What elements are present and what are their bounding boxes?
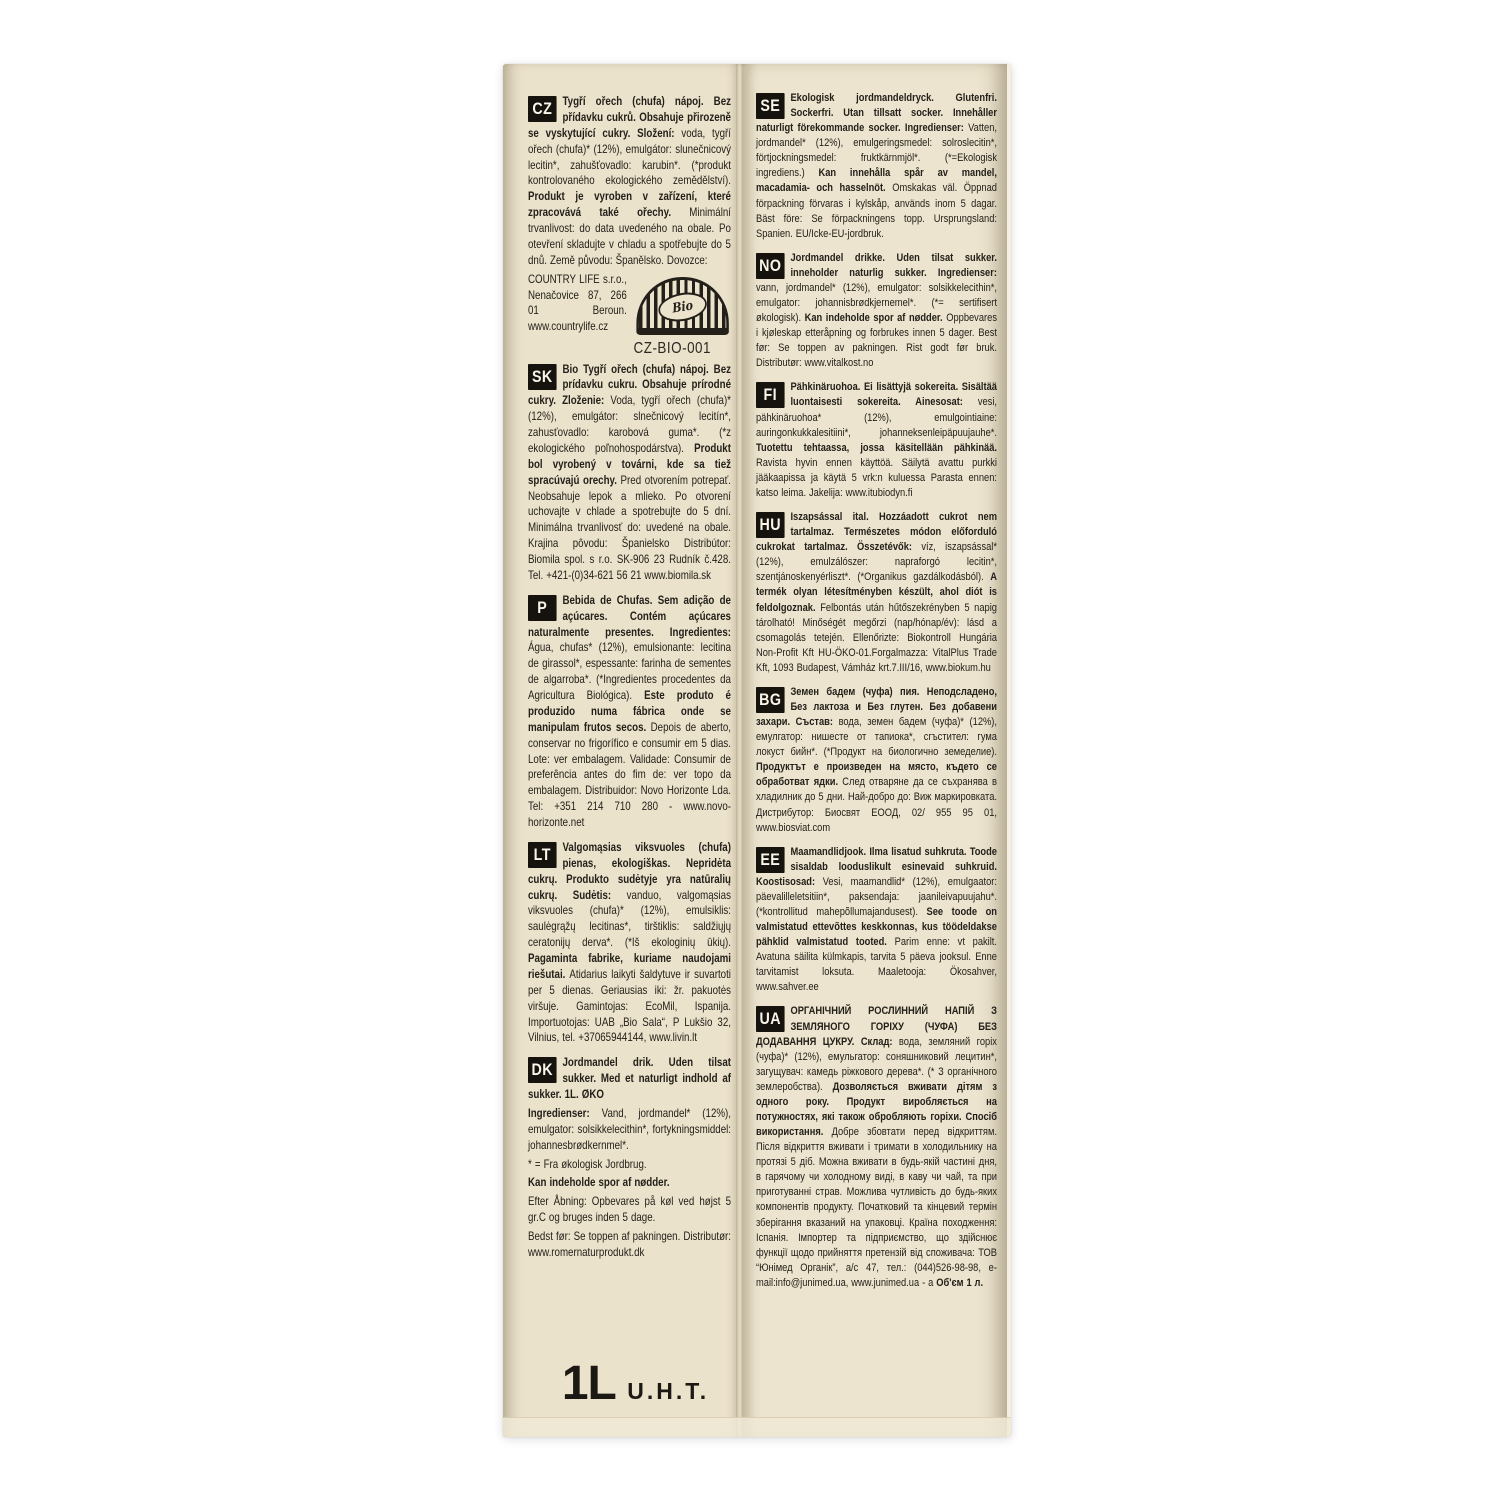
label-text-paragraph: Kan indeholde spor af nødder. — [528, 1176, 670, 1190]
label-text-paragraph: * = Fra økologisk Jordbrug. — [528, 1157, 647, 1171]
lang-code-badge-lt: LT — [528, 842, 557, 868]
uht-label: U.H.T. — [627, 1378, 710, 1404]
lang-code-badge-sk: SK — [528, 364, 557, 390]
lang-code-badge-fi: FI — [756, 382, 785, 408]
label-text-paragraph: Valgomąsias viksvuoles (chufa) pienas, ekologiškas. Nepridėta cukrų. Produkto sudėtyje yra natūralių cukrų. Sudėtis: vanduo, valgomąsias viksvuoles (chufa)* (12%), emulsiklis: saulėgrąžų lecitinas*, tirštiklis: saldžiųjų ceratonijų derva*. (*Iš ekologinių ūkių). Pagaminta fabrike, kuriame naudojami riešutai. Atidarius laikyti šaldytuve ir suvartoti per 5 dienas. Geriausias iki: žr. pakuotės viršuje. Gamintojas: EcoMil, Ispanija. Importuotojas: UAB „Bio Sala“, P Lukšio 32, Vilnius, tel. +37065944144, www.livin.lt — [528, 840, 731, 1045]
lang-code-badge-bg: BG — [756, 687, 785, 713]
carton-seam — [736, 64, 747, 1437]
label-text-paragraph: Bebida de Chufas. Sem adição de açúcares. Contém açúcares naturalmente presentes. Ingredientes: Água, chufas* (12%), emulsionante: lecitina de girassol*, espessante: farinha de sementes de algarroba*. (*Ingredientes procedentes da Agricultura Biológica). Este produto é produzido numa fábrica onde se manipulam frutos secos. Depois de aberto, conservar no frigorífico e consumir em 5 dias. Lote: ver embalagem. Validade: Consumir de preferência antes do fim de: ver topo da embalagem. Distribuidor: Novo Horizonte Lda. Tel: +351 214 710 280 - www.novo-horizonte.net — [528, 593, 731, 830]
label-text-paragraph: Земен бадем (чуфа) пия. Неподсладено, Без лактоза и Без глутен. Без добавени захари. Състав: вода, земен бадем (чуфа)* (12%), емулгатор: нишесте от тапиока*, сгъстител: гума локуст бийн*. (*Продукт на биологично земеделие). Продуктът е произведен на място, където се обработват ядки. След отваряне да се съхранява в хладилник до 5 дни. Най-добро до: Виж маркировката. Дистрибутор: Биосвят ЕООД, 02/ 955 95 01, www.biosviat.com — [756, 685, 997, 834]
bio-certification-code: CZ-BIO-001 — [633, 339, 712, 357]
lang-section-hu — [756, 510, 997, 676]
lang-section-p — [528, 593, 731, 831]
label-text-paragraph: Ingredienser: Vand, jordmandel* (12%), emulgator: solsikkelecithin*, fortykningsmiddel: johannesbrødkernmel*. — [528, 1106, 731, 1152]
label-text-paragraph: Tygří ořech (chufa) nápoj. Bez přídavku cukrů. Obsahuje přirozeně se vyskytující cukry. Složení: voda, tygří ořech (chufa)* (12%), emulgátor: slunečnicový lecitin*, zahušťovadlo: karubin*. (*produkt kontrolovaného ekologického zemědělství). Produkt je vyroben v zařízení, které zpracovává také ořechy. Minimální trvanlivost: do data uvedeného na obale. Po otevření skladujte v chladu a spotřebujte do 5 dnů. Země původu: Španělsko. Dovozce: — [528, 95, 731, 267]
lang-code-badge-p: P — [528, 595, 557, 621]
carton-left-panel — [503, 64, 736, 1437]
lang-code-badge-ee: EE — [756, 847, 785, 873]
lang-section-no — [756, 251, 997, 372]
label-text-paragraph: Ekologisk jordmandeldryck. Glutenfri. Sockerfri. Utan tillsatt socker. Innehåller naturligt förekommande socker. Ingredienser: Vatten, jordmandel* (12%), emulgeringsmedel: solroslecitin*, förtjockningsmedel: fruktkärnmjöl*. (*=Ekologisk ingrediens.) Kan innehålla spår av mandel, macadamia- och hasselnöt. Omskakas väl. Öppnad förpackning förvaras i kylskåp, används inom 5 dagar. Bäst före: Se förpackningens topp. Ursprungsland: Spanien. EU/Icke-EU-jordbruk. — [756, 92, 997, 240]
organic-certification-logo — [634, 277, 731, 360]
label-text-paragraph: Pähkinäruohoa. Ei lisättyjä sokereita. Sisältää luontaisesti sokereita. Ainesosat: vesi, pähkinäruohoa* (12%), emulgointiaine: auringonkukkalesitiini*, johanneksenleipäpuujauhe*. Tuotettu tehtaassa, jossa käsitellään pähkinää. Ravista hyvin ennen käyttöä. Säilytä avattu purkki jääkaapissa ja käytä 5 vrk:n kuluessa Parasta ennen: katso leima. Jakelija: www.itubiodyn.fi — [756, 381, 997, 499]
label-text-paragraph: Bio Tygří ořech (chufa) nápoj. Bez prídavku cukru. Obsahuje prírodné cukry. Zloženie: Voda, tygří ořech (chufa)* (12%), emulgátor: slnečnicový lecitín*, zahusťovadlo: karobová guma*. (*z ekologického poľnohospodárstva). Produkt bol vyrobený v továrni, kde sa tiež spracúvajú orechy. Pred otvorením potrepať. Neobsahuje lepok a mlieko. Po otvorení uchovajte v chlade a spotrebujte do 5 dní. Minimálna trvanlivosť do: uvedené na obale. Krajina pôvodu: Španielsko Distribútor: Biomila spol. s r.o. SK-906 23 Rudník č.428. Tel. +421-(0)34-621 56 21 www.biomila.sk — [528, 362, 731, 582]
lang-section-dk — [528, 1055, 731, 1261]
carton-right-panel — [747, 64, 1011, 1437]
lang-code-badge-dk: DK — [528, 1057, 557, 1083]
label-text-paragraph: Jordmandel drikke. Uden tilsat sukker. inneholder naturlig sukker. Ingredienser: vann, jordmandel* (12%), emulgator: solsikkelecithin*, emulgator: johannisbrødkjernemel*. (*= sertifisert økologisk). Kan indeholde spor af nødder. Oppbevares i kjøleskap etteråpning og forbrukes innen 5 dager. Best før: Se toppen av pakningen. Rist godt før bruk. Distributør: www.vitalkost.no — [756, 251, 997, 370]
lang-code-badge-hu: HU — [756, 512, 785, 538]
volume-label: 1L — [561, 1357, 616, 1410]
drink-carton-back — [503, 64, 1011, 1437]
lang-code-badge-ua: UA — [756, 1006, 785, 1032]
lang-code-badge-se: SE — [756, 93, 785, 119]
label-text-paragraph: Iszapsással ital. Hozzáadott cukrot nem tartalmaz. Természetes módon előforduló cukrokat tartalmaz. Összetévők: víz, iszapsással* (12%), emulzálószer: napraforgó lecitin*, szentjánoskenyérliszt*. (*Organikus gazdálkodásból). A termék olyan létesítményben készült, ahol diót is feldolgoznak. Felbontás után hűtőszekrényben 5 napig tárolható! Minőségét megőrzi (nap/hónap/év): lásd a csomagolás tetején. Ellenőrizte: Biokontroll Hungária Non-Profit Kft HU-ÖKO-01.Forgalmazza: VitalPlus Trade Kft, 1093 Budapest, Vámház krt.7.III/16, www.biokum.hu — [756, 511, 997, 674]
lang-code-badge-cz: CZ — [528, 96, 557, 122]
lang-section-fi — [756, 380, 997, 501]
left-text-column — [528, 94, 731, 1270]
lang-code-badge-no: NO — [756, 253, 785, 279]
lang-section-sk — [528, 362, 731, 584]
lang-section-lt — [528, 840, 731, 1046]
lang-section-se — [756, 91, 997, 242]
label-text-paragraph: Bedst før: Se toppen af pakningen. Distributør: www.romernaturprodukt.dk — [528, 1230, 731, 1259]
label-text-paragraph: Jordmandel drik. Uden tilsat sukker. Med et naturligt indhold af sukker. 1L. ØKO — [528, 1056, 731, 1102]
right-text-column — [756, 91, 997, 1300]
bio-logo-stripes-icon — [636, 277, 728, 335]
label-text-paragraph: Efter Åbning: Opbevares på køl ved højst 5 gr.C og bruges inden 5 dage. — [528, 1195, 731, 1225]
label-text-paragraph: ОРГАНІЧНИЙ РОСЛИННИЙ НАПІЙ З ЗЕМЛЯНОГО ГОРІХУ (ЧУФА) БЕЗ ДОДАВАННЯ ЦУКРУ. Склад: вода, земляний горіх (чуфа)* (12%), емульгатор: соняшниковий лецитин*, загущувач: камедь ріжкового дерева*. (* З органічного землеробства). Дозволяється вживати дітям з одного року. Продукт виробляється на потужностях, які також обробляють горіхи. Спосіб використання. Добре збовтати перед відкриттям. Після відкриття вживати і тримати в холодильнику на протязі 5 діб. Можна вживати в будь-якій частині дня, в гарячому чи холодному виді, в каву чи чай, та при приготуванні страв. Можлива чутливість до будь-яких компонентів продукту. Початковий та кінцевий термін зберігання вказаний на упаковці. Країна походження: Іспанія. Імпортер та підприємство, що здійснює функції щодо прийняття претензій від споживача: ТОВ “Юнімед Органік”, а/с 47, тел.: (044)526-98-98, e-mail:info@junimed.ua, www.junimed.ua - а Об'єм 1 л. — [756, 1005, 997, 1289]
lang-section-ua — [756, 1004, 997, 1290]
volume-row — [528, 1350, 731, 1437]
lang-section-bg — [756, 685, 997, 836]
label-text-paragraph: Bio CZ-BIO-001 COUNTRY LIFE s.r.o., Nenačovice 87, 266 01 Beroun. www.countrylife.cz — [528, 272, 731, 336]
lang-section-cz — [528, 94, 731, 357]
label-text-paragraph: Maamandlidjook. Ilma lisatud suhkruta. Toode sisaldab looduslikult esinevaid suhkruid. Koostisosad: Vesi, maamandlid* (12%), emulgaator: päevalilleletsitiin*, paksendaja: jaanileivapuujahu*. (*kontrollitud mahepõllumajandusest). See toode on valmistatud ettevõttes keskkonnas, kus töödeldakse pähklid valmistatud tooted. Parim enne: vt pakilt. Avatuna säilita külmkapis, tarvita 5 päeva jooksul. Enne tarvitamist loksuta. Maaletooja: Ökosahver, www.sahver.ee — [756, 845, 997, 994]
lang-section-ee — [756, 845, 997, 996]
